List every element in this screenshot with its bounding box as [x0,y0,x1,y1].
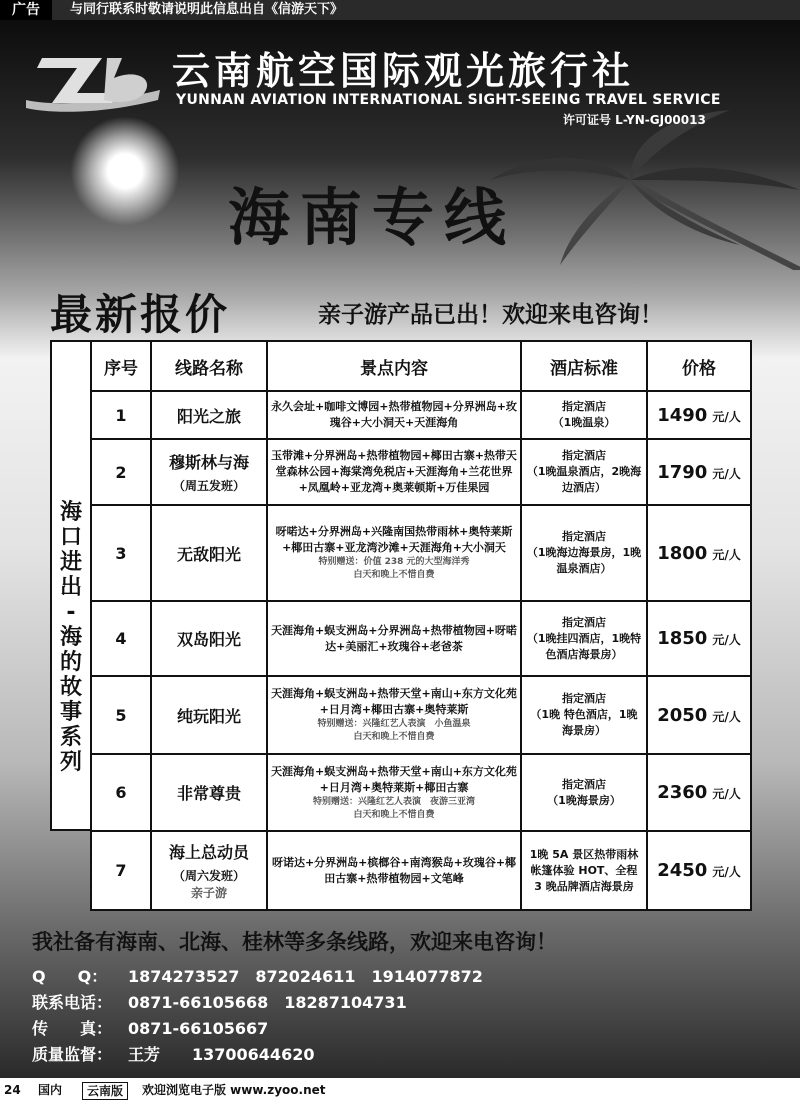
price-unit: 元/人 [712,547,741,562]
page-number: 24 [4,1083,21,1097]
route-spots-cell [267,505,521,601]
route-tag: 亲子游 [190,886,227,900]
route-number: 1 [91,391,151,439]
route-name: 纯玩阳光 [176,706,241,726]
ad-label: 广告 [0,0,52,20]
route-price: 1490 [657,404,708,426]
agency-name-cn: 云南航空国际观光旅行社 [172,49,635,93]
route-spots-cell [267,601,521,676]
contact-value: 0871-66105668 18287104731 [128,993,407,1012]
routes-table [90,340,752,911]
page-footer [0,1080,800,1100]
route-note: 白天和晚上不惜自费 [353,570,435,580]
route-name-cell [151,505,267,601]
route-price: 2050 [657,704,708,726]
contact-label: 质量监督： [32,1045,113,1064]
table-header-row [91,341,751,391]
route-name-cell [151,831,267,910]
contact-label: Q Q： [32,967,108,986]
route-schedule: （周五发班） [172,479,245,493]
route-price: 1790 [657,461,708,483]
route-spots-cell [267,676,521,754]
route-hotel: 指定酒店 （1晚海边海景房，1晚温泉酒店） [521,505,647,601]
route-name: 非常尊贵 [176,784,241,803]
header-no: 序号 [91,341,151,391]
route-spots: 玉带滩+分界洲岛+热带植物园+椰田古寨+热带天堂森林公园+海棠湾免税店+天涯海角+兰花世界+凤凰岭+亚龙湾+奥莱顿斯+万佳果园 [271,449,517,494]
contact-qq [32,964,483,987]
route-name: 穆斯林与海 [168,453,249,472]
table-row [91,439,751,505]
contact-phone [32,990,407,1013]
ad-poster [0,20,800,1078]
table-row [91,831,751,910]
route-number: 2 [91,439,151,505]
contact-value: 0871-66105667 [128,1019,269,1038]
price-unit: 元/人 [712,633,741,647]
route-name: 海上总动员 [168,843,249,862]
license-number: 许可证号 L-YN-GJ00013 [563,113,706,127]
route-spots: 天涯海角+蜈支洲岛+热带天堂+南山+东方文化苑+日月湾+奥特莱斯+椰田古寨 [271,764,517,794]
route-name: 阳光之旅 [176,406,241,426]
headline: 海南专线 [228,181,517,254]
contact-value: 1874273527 872024611 1914077872 [128,967,483,986]
top-bar [0,0,800,20]
contact-supervision [32,1042,314,1065]
table-row [91,391,751,439]
source-notice: 与同行联系时敬请说明此信息出自《信游天下》 [70,2,344,17]
route-name: 无敌阳光 [176,544,241,564]
route-spots: 永久会址+咖啡文博园+热带植物园+分界洲岛+玫瑰谷+大小洞天+天涯海角 [271,400,517,429]
route-gift: 特别赠送：价值 238 元的大型海洋秀 [318,557,470,567]
latest-quote-title: 最新报价 [50,290,231,339]
route-price-cell [647,754,751,831]
route-price: 1800 [657,542,708,564]
route-price: 1850 [657,628,708,649]
route-hotel: 指定酒店 （1晚挂四酒店，1晚特色酒店海景房） [521,601,647,676]
route-price-cell [647,391,751,439]
route-hotel: 指定酒店 （1晚 特色酒店，1晚 海景房） [521,676,647,754]
route-name: 双岛阳光 [176,630,241,649]
price-unit: 元/人 [712,466,741,481]
route-number: 3 [91,505,151,601]
route-note: 白天和晚上不惜自费 [353,732,435,742]
contact-label: 联系电话： [32,993,113,1012]
route-hotel: 1晚 5A 景区热带雨林帐篷体验 HOT、全程 3 晚品牌酒店海景房 [521,831,647,910]
site-link[interactable]: 欢迎浏览电子版 www.zyoo.net [142,1083,326,1097]
route-spots: 呀喏达+分界洲岛+兴隆南国热带雨林+奥特莱斯+椰田古寨+亚龙湾沙滩+天涯海角+大小洞天 [275,525,513,554]
agency-logo [22,48,162,128]
route-spots: 呀诺达+分界洲岛+槟榔谷+南湾猴岛+玫瑰谷+椰田古寨+热带植物园+文笔峰 [271,855,517,885]
route-gift: 特别赠送：兴隆红艺人表演 小鱼温泉 [317,719,471,729]
palm-tree-icon [480,110,800,270]
route-gift: 特别赠送：兴隆红艺人表演 夜游三亚湾 [312,796,475,807]
route-spots: 天涯海角+蜈支洲岛+分界洲岛+热带植物园+呀喏达+美丽汇+玫瑰谷+老爸茶 [271,623,517,653]
route-name-cell [151,601,267,676]
route-price: 2450 [657,860,708,881]
route-number: 6 [91,754,151,831]
route-name-cell [151,754,267,831]
route-spots-cell [267,391,521,439]
footer-slogan: 我社备有海南、北海、桂林等多条线路，欢迎来电咨询！ [32,930,557,954]
route-schedule: （周六发班） [172,869,245,883]
section-label: 国内 [38,1083,63,1097]
price-unit: 元/人 [712,709,741,724]
route-number: 4 [91,601,151,676]
route-hotel: 指定酒店 （1晚海景房） [521,754,647,831]
contact-value: 王芳 13700644620 [128,1045,315,1064]
edition-badge: 云南版 [82,1082,128,1100]
price-unit: 元/人 [712,865,741,879]
route-number: 5 [91,676,151,754]
table-row [91,601,751,676]
route-price-cell [647,505,751,601]
header-route-name: 线路名称 [151,341,267,391]
agency-name-en: YUNNAN AVIATION INTERNATIONAL SIGHT-SEEING TRAVEL SERVICE [176,92,721,108]
tagline: 亲子游产品已出！欢迎来电咨询！ [318,302,663,328]
route-price-cell [647,601,751,676]
series-label: 海 口 进 出 - 海 的 故 事 系 列 [59,500,82,775]
table-row [91,754,751,831]
header-hotel: 酒店标准 [521,341,647,391]
route-price-cell [647,676,751,754]
route-spots: 天涯海角+蜈支洲岛+热带天堂+南山+东方文化苑+日月湾+椰田古寨+奥特莱斯 [271,687,517,716]
contact-fax [32,1016,268,1039]
route-price: 2360 [657,782,708,803]
route-name-cell [151,391,267,439]
route-spots-cell [267,831,521,910]
price-unit: 元/人 [712,409,741,424]
route-name-cell [151,439,267,505]
route-hotel: 指定酒店 （1晚温泉酒店，2晚海边酒店） [521,439,647,505]
table-row [91,505,751,601]
route-price-cell [647,439,751,505]
route-price-cell [647,831,751,910]
route-number: 7 [91,831,151,910]
route-spots-cell [267,754,521,831]
contact-label: 传 真： [32,1019,113,1038]
route-note: 白天和晚上不惜自费 [353,809,435,820]
header-spots: 景点内容 [267,341,521,391]
route-name-cell [151,676,267,754]
series-sidebar [50,340,92,831]
route-hotel: 指定酒店 （1晚温泉） [521,391,647,439]
sun-glow [70,116,180,226]
price-unit: 元/人 [712,787,741,801]
table-row [91,676,751,754]
route-spots-cell [267,439,521,505]
header-price: 价格 [647,341,751,391]
